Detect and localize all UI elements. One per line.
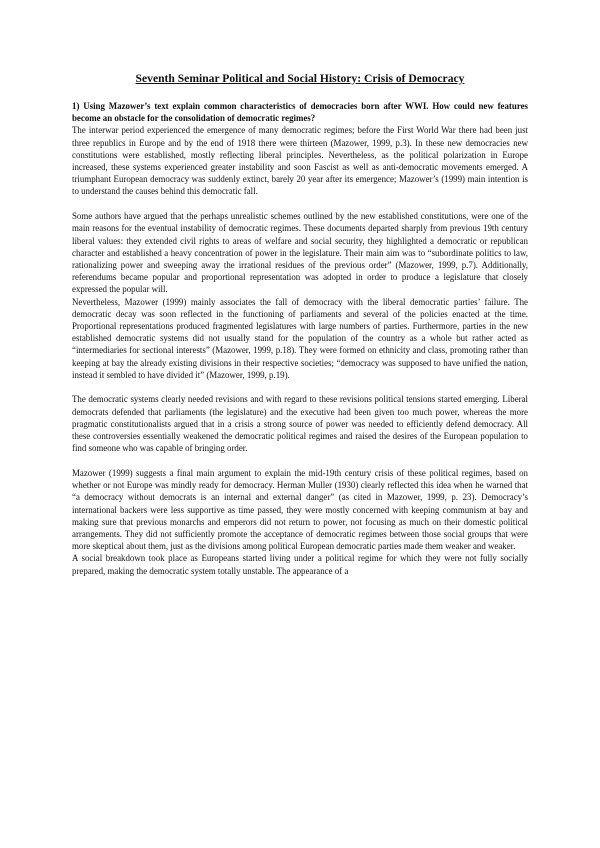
paragraph-6: A social breakdown took place as Europeans started living under a political regime for which they were not fully socially prepared, making the democratic system totally unstable. The appearance of a [72,553,528,576]
seminar-question: 1) Using Mazower’s text explain common characteristics of democracies born after WWI. How could new features become an obstacle for the consolidation of democratic regimes? [72,101,528,124]
paragraph-3: Nevertheless, Mazower (1999) mainly associates the fall of democracy with the liberal democratic parties’ failure. The democratic decay was soon reflected in the functioning of parliaments and several of the policies enacted at the time. Proportional representations produced fragmented legislatures with large numbers of parties. Furthermore, parties in the new established democratic systems did not usually stand for the population of the country as a whole but rather acted as “intermediaries for sectional interests” (Mazower, 1999, p.18). They were formed on ethnicity and class, promoting rather than keeping at bay the already existing divisions in their respective societies; “democracy was supposed to have unified the nation, instead it sembled to have divided it” (Mazower, 1999, p.19). [72,296,528,380]
paragraph-5: Mazower (1999) suggests a final main argument to explain the mid-19th century crisis of these political regimes, based on whether or not Europe was mindly ready for democracy. Herman Muller (1930) clearly reflected this idea when he warned that “a democracy without democrats is an internal and external danger” (as cited in Mazower, 1999, p. 23). Democracy’s international backers were less supportive as time passed, they were mostly concerned with keeping communism at bay and making sure that previous monarchs and emperors did not return to power, not focusing as much on their domestic political arrangements. They did not sufficiently promote the acceptance of democratic regimes between those social groups that were more skeptical about them, just as the divisions among political European democratic parties made them weaker and weaker. [72,467,528,552]
document-page [72,72,528,577]
paragraph-4: The democratic systems clearly needed revisions and with regard to these revisions political tensions started emerging. Liberal democrats defended that parliaments (the legislature) and the executive had been given too much power, whereas the more pragmatic constitutionalists argued that in a crisis a strong source of power was needed to efficiently defend democracy. All these controversies essentially weakened the democratic political regimes and raised the desires of the European population to find someone who was capable of bringing order. [72,394,528,454]
paragraph-2: Some authors have argued that the perhaps unrealistic schemes outlined by the new established constitutions, were one of the main reasons for the eventual instability of democratic regimes. These documents departed sharply from previous 19th century liberal values: they extended civil rights to areas of welfare and social security, they highlighted a democratic or republican character and established a heavy concentration of power in the legislature. Their main aim was to “subordinate politics to law, rationalizing power and sweeping away the irrational residues of the previous order” (Mazower, 1999, p.7). Additionally, referendums became popular and proportional representation was adopted in order to produce a legislature that closely expressed the popular will. [72,211,528,295]
paragraph-1: The interwar period experienced the emergence of many democratic regimes; before the First World War there had been just three republics in Europe and by the end of 1918 there were thirteen (Mazower, 1999, p.3). In these new democracies new constitutions were established, mostly reflecting liberal principles. Nevertheless, as the political polarization in Europe increased, these systems experienced greater instability and soon Fascist as well as anti-democratic movements emerged. A triumphant European democracy was suddenly extinct, barely 20 year after its emergence; Mazower’s (1999) main intention is to understand the causes behind this democratic fall. [72,125,528,197]
document-title: Seventh Seminar Political and Social History: Crisis of Democracy [135,72,465,85]
